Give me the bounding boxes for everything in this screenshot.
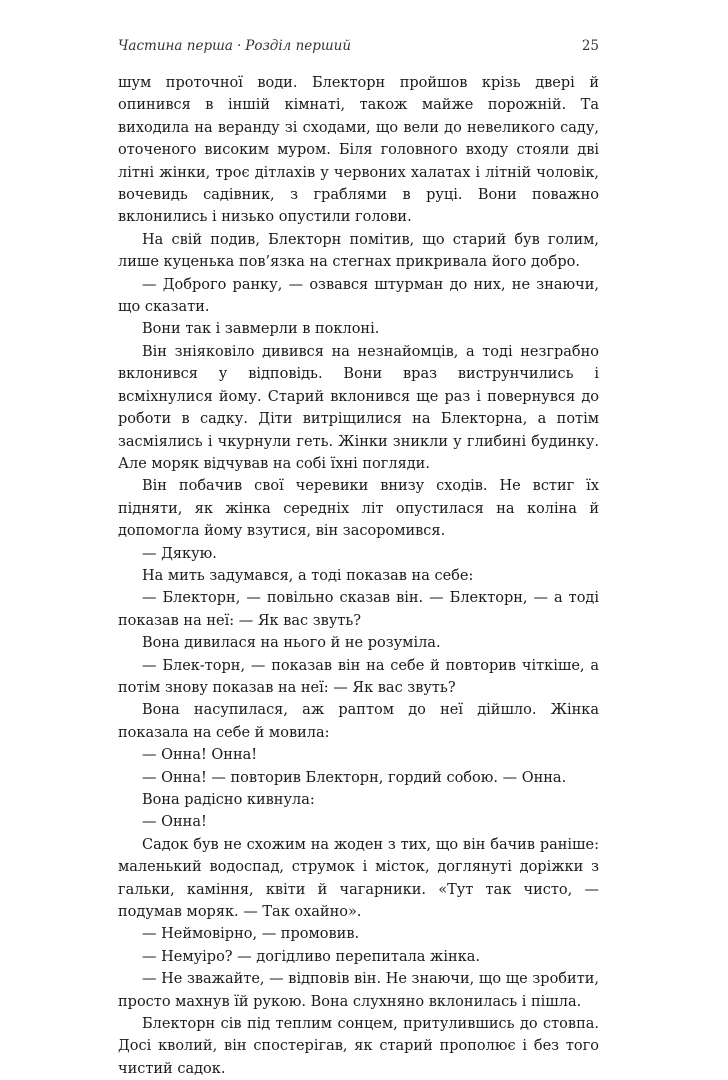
paragraph: На свій подив, Блекторн помітив, що старий був голим, лише куценька пов’язка на стегнах прикривала його добро.	[118, 231, 599, 271]
paragraph: — Блекторн, — повільно сказав він. — Блекторн, — а тоді показав на неї: — Як вас звуть?	[118, 590, 599, 629]
paragraph: Він побачив свої черевики внизу сходів. Не встиг їх підняти, як жінка середніх літ опустилася на коліна й допомогла йому взутися, він засоромився.	[118, 478, 599, 540]
paragraph: — Не зважайте, — відповів він. Не знаючи, що ще зробити, просто махнув їй рукою. Вона слухняно вклонилась і пішла.	[118, 971, 599, 1010]
paragraph: Блекторн сів під теплим сонцем, притулившись до стовпа. Досі кволий, він спостерігав, як старий прополює і без того чистий садок.	[118, 1016, 599, 1077]
paragraph: На мить задумався, а тоді показав на себе:	[142, 567, 474, 584]
chapter-title: Розділ перший	[245, 38, 352, 54]
body-text	[118, 72, 599, 1080]
paragraph: — Дякую.	[142, 545, 217, 562]
running-title	[118, 38, 351, 54]
title-separator: ·	[236, 38, 242, 54]
paragraph: — Доброго ранку, — озвався штурман до них, не знаючи, що сказати.	[118, 276, 599, 316]
paragraph: Вона дивилася на нього й не розуміла.	[142, 635, 441, 652]
paragraph: — Неймовірно, — промовив.	[142, 926, 360, 943]
page-number: 25	[581, 38, 599, 54]
paragraph: — Онна! Онна!	[142, 747, 258, 764]
running-header	[118, 38, 599, 58]
paragraph: — Немуіро? — догідливо перепитала жінка.	[142, 948, 481, 965]
part-title: Частина перша	[118, 38, 233, 54]
paragraph: Вона радісно кивнула:	[142, 792, 315, 808]
paragraph: шум проточної води. Блекторн пройшов крізь двері й опинився в іншій кімнаті, також майже порожній. Та виходила на веранду зі сходами, що вели до невеликого саду, оточеного високим муром. Біля головного входу стояли дві літні жінки, троє дітлахів у червоних халатах і літній чоловік, вочевидь садівник, з граблями в руці. Вони поважно вклонились і низько опустили голови.	[118, 75, 599, 226]
paragraph: — Онна!	[142, 814, 207, 831]
paragraph: Садок був не схожим на жоден з тих, що він бачив раніше: маленький водоспад, струмок і місток, доглянуті доріжки з гальки, каміння, квіти й чагарники. «Тут так чисто, — подумав моряк. — Так охайно».	[118, 836, 599, 921]
paragraph: Вони так і завмерли в поклоні.	[142, 321, 380, 338]
paragraph: — Блек-торн, — показав він на себе й повторив чіткіше, а потім знову показав на неї: — Як вас звуть?	[118, 657, 599, 696]
paragraph: Він зніяковіло дивився на незнайомців, а тоді незграбно вклонився у відповідь. Вони враз виструнчились і всміхнулися йому. Старий вклонився ще раз і повернувся до роботи в садку. Діти витріщилися на Блекторна, а потім засміялись і чкурнули геть. Жінки зникли у глибині будинку. Але моряк відчував на собі їхні погляди.	[118, 343, 599, 472]
paragraph: — Онна! — повторив Блекторн, гордий собою. — Онна.	[142, 769, 567, 786]
paragraph: Вона насупилася, аж раптом до неї дійшло. Жінка показала на себе й мовила:	[118, 702, 599, 741]
